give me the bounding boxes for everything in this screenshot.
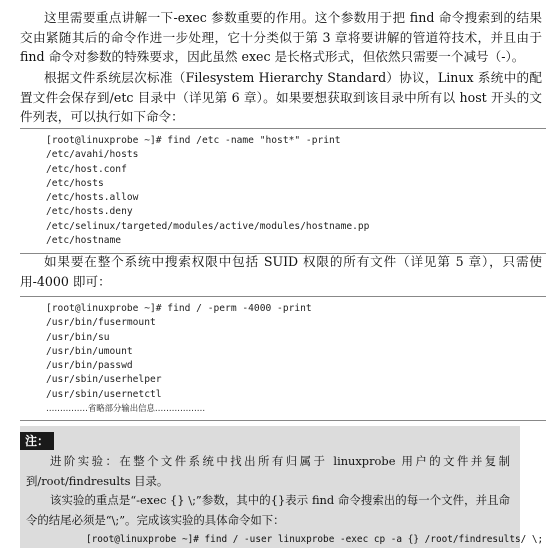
note-command: [root@linuxprobe ~]# find / -user linuxprobe -exec cp -a {} /root/findresults/ \;	[86, 534, 544, 545]
code-block-find-host	[20, 128, 546, 254]
code-line: [root@linuxprobe ~]# find /etc -name "host*" -print	[46, 135, 341, 146]
note-box	[20, 426, 544, 548]
code-line: [root@linuxprobe ~]# find / -perm -4000 -print	[46, 303, 312, 314]
code-line: /usr/bin/passwd	[46, 360, 133, 372]
code-line: /usr/bin/fusermount	[46, 317, 156, 329]
note-label: 注：	[20, 432, 54, 450]
note-paragraph: 该实验的重点是“-exec {} \;”参数，其中的{}表示 find 命令搜索出的每一个文件，并且命令的结尾必须是“\;”。完成该实验的具体命令如下：	[26, 493, 510, 527]
paragraph-text: 这里需要重点讲解一下-exec 参数重要的作用。这个参数用于把 find 命令搜索到的结果交由紧随其后的命令作进一步处理，它十分类似于第 3 章将要讲解的管道符技术，并且由于 find 命令对参数的特殊要求，因此虽然 exec 是长格式形式，但依然只需要一个减号（-）。	[20, 10, 542, 64]
note-paragraph: 进阶实验：在整个文件系统中找出所有归属于 linuxprobe 用户的文件并复制到/root/findresults 目录。	[26, 454, 510, 488]
code-line: /etc/hosts.allow	[46, 192, 139, 204]
code-line: /etc/selinux/targeted/modules/active/modules/hostname.pp	[46, 220, 370, 232]
code-line: /etc/hostname	[46, 235, 122, 247]
omitted-output-note: ……………省略部分输出信息………………	[46, 403, 206, 414]
note-content	[26, 452, 544, 550]
code-line: /usr/sbin/usernetctl	[46, 388, 162, 400]
code-line: /usr/bin/su	[46, 331, 110, 343]
paragraph-exec-explanation	[20, 8, 542, 67]
code-line: /etc/avahi/hosts	[46, 149, 139, 161]
paragraph-suid	[20, 252, 542, 291]
code-line: /usr/bin/umount	[46, 345, 133, 357]
paragraph-text: 如果要在整个系统中搜索权限中包括 SUID 权限的所有文件（详见第 5 章），只需使用-4000 即可：	[20, 254, 542, 289]
code-line: /etc/host.conf	[46, 163, 127, 175]
code-line: /usr/sbin/userhelper	[46, 374, 162, 386]
code-line: /etc/hosts.deny	[46, 206, 133, 218]
paragraph-text: 根据文件系统层次标准（Filesystem Hierarchy Standard）协议，Linux 系统中的配置文件会保存到/etc 目录中（详见第 6 章）。如果要想获取到该目录中所有以 host 开头的文件列表，可以执行如下命令：	[20, 70, 542, 124]
code-block-find-suid	[20, 296, 546, 421]
paragraph-fhs	[20, 68, 542, 127]
code-line: /etc/hosts	[46, 177, 104, 189]
